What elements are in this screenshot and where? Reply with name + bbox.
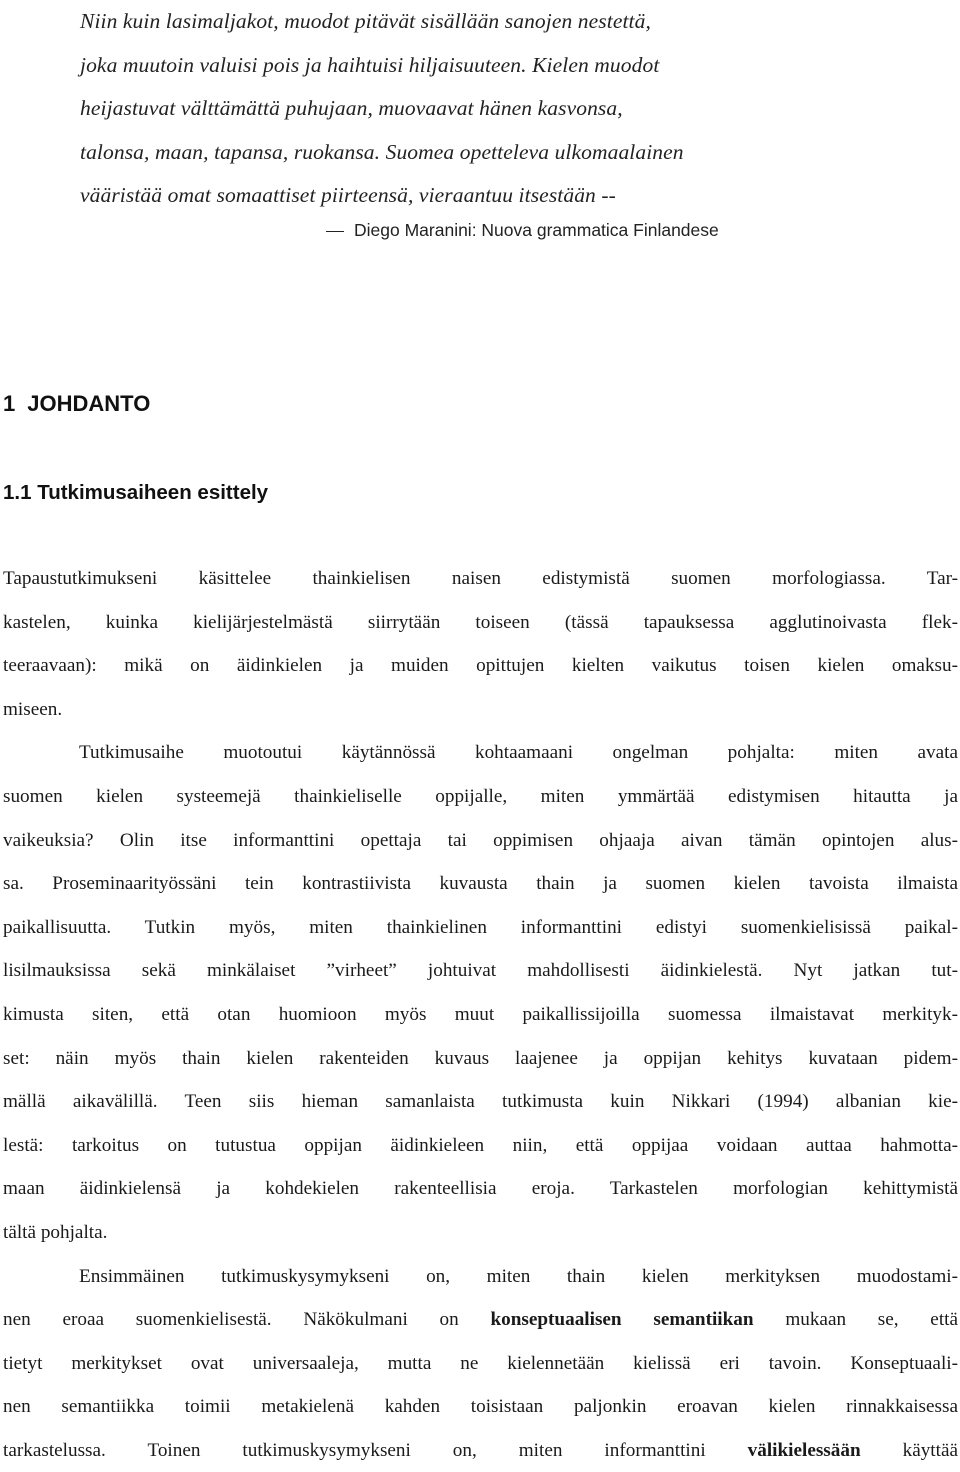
epigraph-line: heijastuvat välttämättä puhujaan, muovaavat hänen kasvonsa,: [80, 96, 623, 121]
bold-term: konseptuaalisen semantiikan: [490, 1309, 754, 1331]
epigraph-line: Niin kuin lasimaljakot, muodot pitävät sisällään sanojen nestettä,: [80, 9, 651, 33]
bold-term: välikielessään: [747, 1439, 861, 1461]
paragraph-line: mällä aikavälillä. Teen siis hieman samanlaista tutkimusta kuin Nikkari (1994) albanian kie-: [3, 1091, 958, 1113]
paragraph-line: kimusta siten, että otan huomioon myös muut paikallissijoilla suomessa ilmaistavat merkityk-: [3, 1003, 958, 1025]
attribution-text: Diego Maranini: Nuova grammatica Finlandese: [354, 220, 719, 240]
epigraph-line: joka muutoin valuisi pois ja haihtuisi hiljaisuuteen. Kielen muodot: [80, 52, 660, 77]
paragraph-line: suomen kielen systeemejä thainkieliselle oppijalle, miten ymmärtää edistymisen hitautta ja: [3, 785, 958, 807]
paragraph-line: Ensimmäinen tutkimuskysymykseni on, miten thain kielen merkityksen muodostami-: [79, 1265, 958, 1287]
paragraph-line: Tapaustutkimukseni käsittelee thainkielisen naisen edistymistä suomen morfologiassa. Tar-: [3, 568, 958, 589]
epigraph-attribution: [324, 212, 719, 248]
chapter-heading: [3, 386, 150, 422]
chapter-number: 1: [3, 391, 16, 416]
text-run: käyttää: [860, 1439, 958, 1461]
paragraph-line: vaikeuksia? Olin itse informanttini opettaja tai oppimisen ohjaaja aivan tämän opintojen alus-: [3, 829, 958, 851]
section-heading: 1.1 Tutkimusaiheen esittely: [3, 481, 269, 504]
text-run: mukaan se, että: [753, 1309, 959, 1331]
text-run: tarkastelussa. Toinen tutkimuskysymykseni on, miten informanttini: [3, 1439, 748, 1461]
paragraph-line: miseen.: [3, 698, 63, 720]
epigraph-line: talonsa, maan, tapansa, ruokansa. Suomea opetteleva ulkomaalainen: [80, 139, 684, 164]
paragraph-line: teeraavaan): mikä on äidinkielen ja muiden opittujen kielten vaikutus toisen kielen omaksu-: [3, 655, 958, 677]
paragraph-line: paikallisuutta. Tutkin myös, miten thainkielinen informanttini edistyi suomenkielisissä paikal-: [3, 916, 958, 938]
paragraph-line: kastelen, kuinka kielijärjestelmästä siirrytään toiseen (tässä tapauksessa agglutinoivasta flek-: [3, 611, 958, 633]
paragraph-line: tietyt merkitykset ovat universaaleja, mutta ne kielennetään kielissä eri tavoin. Konseptuaali-: [3, 1352, 958, 1374]
text-run: nen eroaa suomenkielisestä. Näkökulmani on: [3, 1309, 491, 1331]
paragraph-line: maan äidinkielensä ja kohdekielen rakenteellisia eroja. Tarkastelen morfologian kehittymistä: [3, 1178, 958, 1200]
body-text: [3, 557, 958, 1472]
em-dash: [326, 231, 344, 233]
paragraph-line: lisilmauksissa sekä minkälaiset ”virheet” johtuivat mahdollisesti äidinkielestä. Nyt jatkan tut-: [3, 960, 958, 982]
paragraph-line: [3, 1298, 958, 1342]
paragraph-line: nen semantiikka toimii metakielenä kahden toisistaan paljonkin eroavan kielen rinnakkaisessa: [3, 1396, 958, 1418]
paragraph-line: tältä pohjalta.: [3, 1221, 108, 1243]
paragraph-line: set: näin myös thain kielen rakenteiden kuvaus laajenee ja oppijan kehitys kuvataan pidem-: [3, 1047, 958, 1069]
epigraph-line: vääristää omat somaattiset piirteensä, vieraantuu itsestään --: [80, 183, 616, 208]
paragraph-line: sa. Proseminaarityössäni tein kontrastiivista kuvausta thain ja suomen kielen tavoista ilmaista: [3, 873, 958, 895]
paragraph-line: lestä: tarkoitus on tutustua oppijan äidinkieleen niin, että oppijaa voidaan auttaa hahmotta-: [3, 1134, 958, 1156]
paragraph-line: Tutkimusaihe muotoutui käytännössä kohtaamaani ongelman pohjalta: miten avata: [79, 742, 958, 764]
chapter-title: JOHDANTO: [27, 391, 151, 416]
epigraph: [80, 0, 840, 218]
